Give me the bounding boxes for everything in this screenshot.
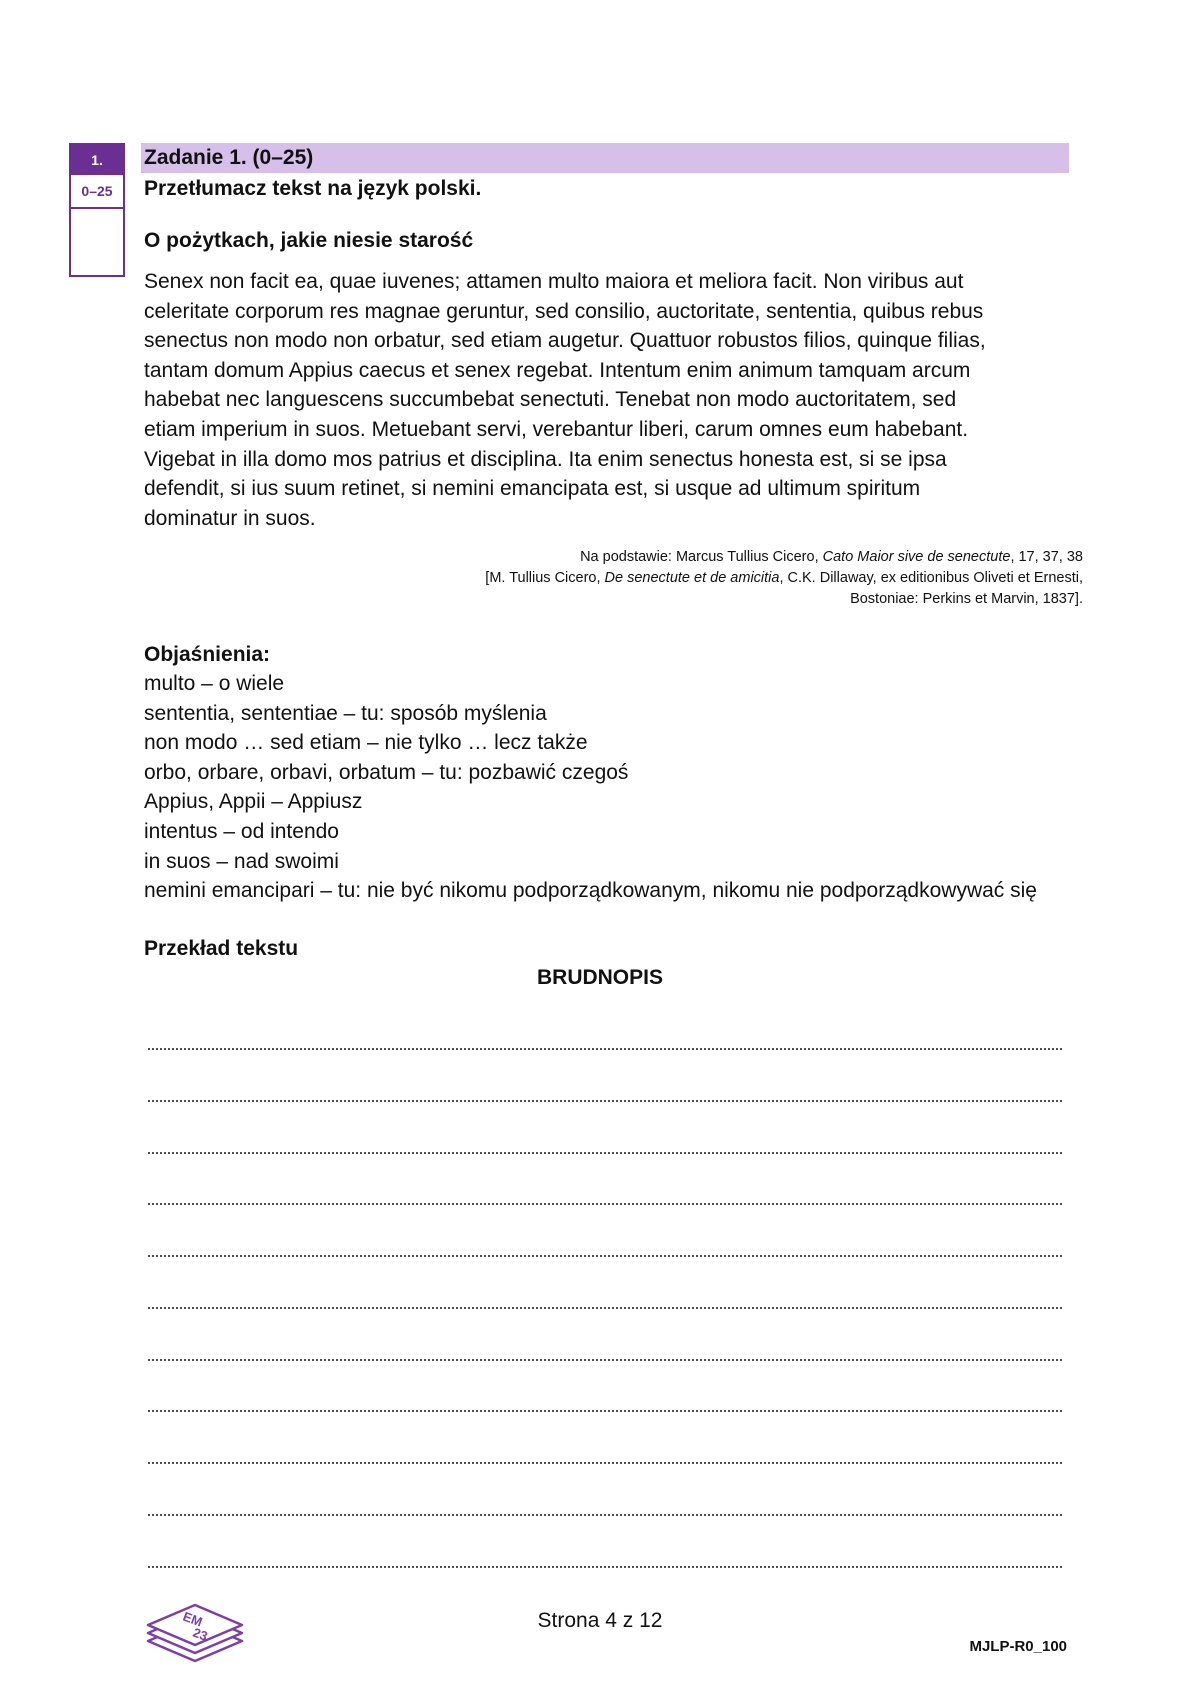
notes-heading: Objaśnienia: xyxy=(144,643,271,666)
answer-line[interactable] xyxy=(147,1255,1062,1257)
source-line-2: [M. Tullius Cicero, De senectute et de amicitia, C.K. Dillaway, ex editionibus Oliveti et Ernesti, xyxy=(485,570,1083,586)
score-field[interactable] xyxy=(71,209,123,275)
task-title: Zadanie 1. (0–25) xyxy=(144,146,314,169)
latin-line: defendit, si ius suum retinet, si nemini emancipata est, si usque ad ultimum spiritum xyxy=(144,477,921,501)
task-instruction: Przetłumacz tekst na język polski. xyxy=(144,177,482,200)
answer-line[interactable] xyxy=(147,1203,1062,1205)
latin-line: habebat nec languescens succumbebat senectuti. Tenebat non modo auctoritatem, sed xyxy=(144,388,957,412)
answer-line[interactable] xyxy=(147,1566,1062,1568)
latin-line: etiam imperium in suos. Metuebant servi, verebantur liberi, carum omnes eum habebant. xyxy=(144,417,969,441)
answer-line[interactable] xyxy=(147,1048,1062,1050)
task-number: 1. xyxy=(71,145,123,175)
note-item: Appius, Appii – Appiusz xyxy=(144,790,363,814)
answer-line[interactable] xyxy=(147,1152,1062,1154)
score-box xyxy=(69,143,125,277)
latin-line: Senex non facit ea, quae iuvenes; attamen multo maiora et meliora facit. Non viribus aut xyxy=(144,270,964,293)
translation-heading: Przekład tekstu xyxy=(144,937,299,960)
note-item: sententia, sententiae – tu: sposób myślenia xyxy=(144,701,547,725)
answer-line[interactable] xyxy=(147,1307,1062,1309)
page-number: Strona 4 z 12 xyxy=(537,1609,663,1632)
source-line-1: Na podstawie: Marcus Tullius Cicero, Cato Maior sive de senectute, 17, 37, 38 xyxy=(580,549,1083,565)
note-item: in suos – nad swoimi xyxy=(144,849,339,873)
latin-line: tantam domum Appius caecus et senex regebat. Intentum enim animum tamquam arcum xyxy=(144,358,971,382)
answer-line[interactable] xyxy=(147,1514,1062,1516)
note-item: orbo, orbare, orbavi, orbatum – tu: pozbawić czegoś xyxy=(144,760,629,784)
svg-text:23: 23 xyxy=(190,1624,210,1644)
note-item: non modo … sed etiam – nie tylko … lecz także xyxy=(144,731,588,755)
latin-line: celeritate corporum res magnae geruntur, sed consilio, auctoritate, sententia, quibus rebus xyxy=(144,299,984,323)
source-citation xyxy=(485,547,1083,610)
svg-text:EM: EM xyxy=(180,1608,205,1630)
note-item: nemini emancipari – tu: nie być nikomu podporządkowanym, nikomu nie podporządkowywać się xyxy=(144,879,1037,903)
source-line-3: Bostoniae: Perkins et Marvin, 1837]. xyxy=(850,591,1083,607)
answer-line[interactable] xyxy=(147,1462,1062,1464)
latin-line: dominatur in suos. xyxy=(144,506,316,530)
answer-line[interactable] xyxy=(147,1410,1062,1412)
task-points: 0–25 xyxy=(71,175,123,209)
note-item: multo – o wiele xyxy=(144,672,285,695)
latin-line: senectus non modo non orbatur, sed etiam augetur. Quattuor robustos filios, quinque filias, xyxy=(144,329,986,353)
exam-code: MJLP-R0_100 xyxy=(969,1638,1067,1655)
latin-text xyxy=(144,267,1074,533)
text-title: O pożytkach, jakie niesie starość xyxy=(144,229,474,252)
draft-label: BRUDNOPIS xyxy=(536,966,663,989)
note-item: intentus – od intendo xyxy=(144,819,339,843)
latin-line: Vigebat in illa domo mos patrius et disciplina. Ita enim senectus honesta est, si se ipsa xyxy=(144,447,947,471)
notes-list xyxy=(144,669,1037,906)
answer-line[interactable] xyxy=(147,1359,1062,1361)
answer-line[interactable] xyxy=(147,1100,1062,1102)
